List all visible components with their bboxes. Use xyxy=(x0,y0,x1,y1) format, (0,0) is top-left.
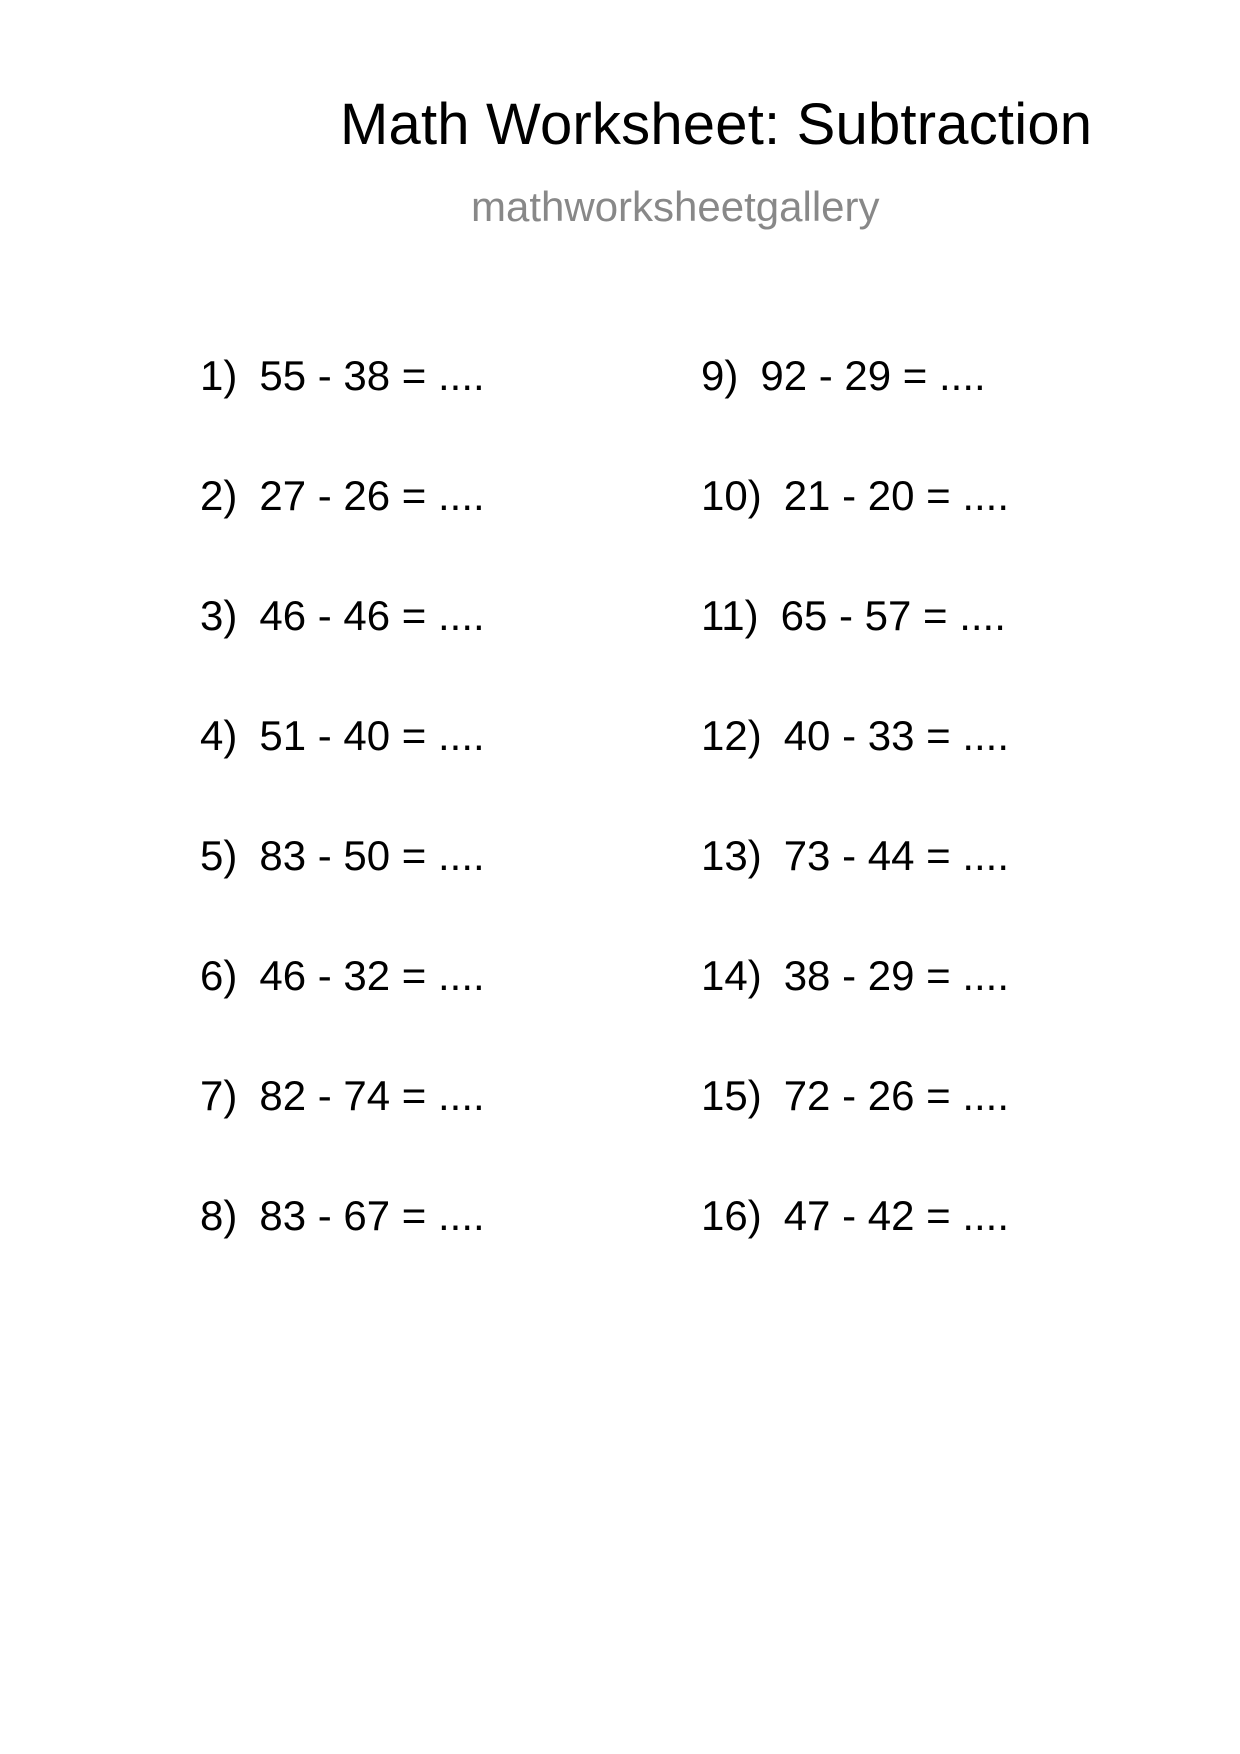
problem-13 xyxy=(701,832,1009,952)
problem-number: 16) xyxy=(701,1192,762,1239)
problem-number: 15) xyxy=(701,1072,762,1119)
problem-1 xyxy=(200,352,485,472)
problem-16 xyxy=(701,1192,1009,1312)
problem-number: 11) xyxy=(701,592,759,639)
problem-expression: 82 - 74 = .... xyxy=(259,1072,485,1119)
problem-number: 12) xyxy=(701,712,762,759)
problem-2 xyxy=(200,472,485,592)
problem-expression: 83 - 67 = .... xyxy=(259,1192,485,1239)
problem-expression: 65 - 57 = .... xyxy=(780,592,1006,639)
problem-10 xyxy=(701,472,1009,592)
problem-expression: 72 - 26 = .... xyxy=(783,1072,1010,1119)
problem-column-left xyxy=(200,352,485,1312)
problem-expression: 92 - 29 = .... xyxy=(760,352,986,399)
problem-3 xyxy=(200,592,485,712)
problem-expression: 40 - 33 = .... xyxy=(783,712,1010,759)
problem-expression: 83 - 50 = .... xyxy=(259,832,485,879)
problem-expression: 73 - 44 = .... xyxy=(783,832,1010,879)
problem-number: 14) xyxy=(701,952,762,999)
problem-5 xyxy=(200,832,485,952)
problem-8 xyxy=(200,1192,485,1312)
problem-4 xyxy=(200,712,485,832)
problem-column-right xyxy=(701,352,1009,1312)
problem-number: 9) xyxy=(701,352,739,399)
problem-12 xyxy=(701,712,1009,832)
problem-9 xyxy=(701,352,1009,472)
problem-number: 1) xyxy=(200,352,238,399)
problem-6 xyxy=(200,952,485,1072)
problem-expression: 46 - 32 = .... xyxy=(259,952,485,999)
problem-7 xyxy=(200,1072,485,1192)
problem-expression: 47 - 42 = .... xyxy=(783,1192,1010,1239)
problem-14 xyxy=(701,952,1009,1072)
problem-number: 10) xyxy=(701,472,762,519)
problem-number: 3) xyxy=(200,592,238,639)
problem-expression: 46 - 46 = .... xyxy=(259,592,485,639)
problem-expression: 21 - 20 = .... xyxy=(783,472,1010,519)
problem-number: 6) xyxy=(200,952,238,999)
problem-15 xyxy=(701,1072,1009,1192)
problem-11 xyxy=(701,592,1009,712)
problem-number: 7) xyxy=(200,1072,238,1119)
problem-number: 13) xyxy=(701,832,762,879)
problem-number: 2) xyxy=(200,472,238,519)
problem-number: 5) xyxy=(200,832,238,879)
problem-number: 4) xyxy=(200,712,238,759)
problem-expression: 27 - 26 = .... xyxy=(259,472,485,519)
problem-expression: 55 - 38 = .... xyxy=(259,352,485,399)
page-title: Math Worksheet: Subtraction xyxy=(340,92,1093,157)
problem-expression: 51 - 40 = .... xyxy=(259,712,485,759)
problem-expression: 38 - 29 = .... xyxy=(783,952,1010,999)
problem-number: 8) xyxy=(200,1192,238,1239)
page-subtitle: mathworksheetgallery xyxy=(471,183,880,230)
